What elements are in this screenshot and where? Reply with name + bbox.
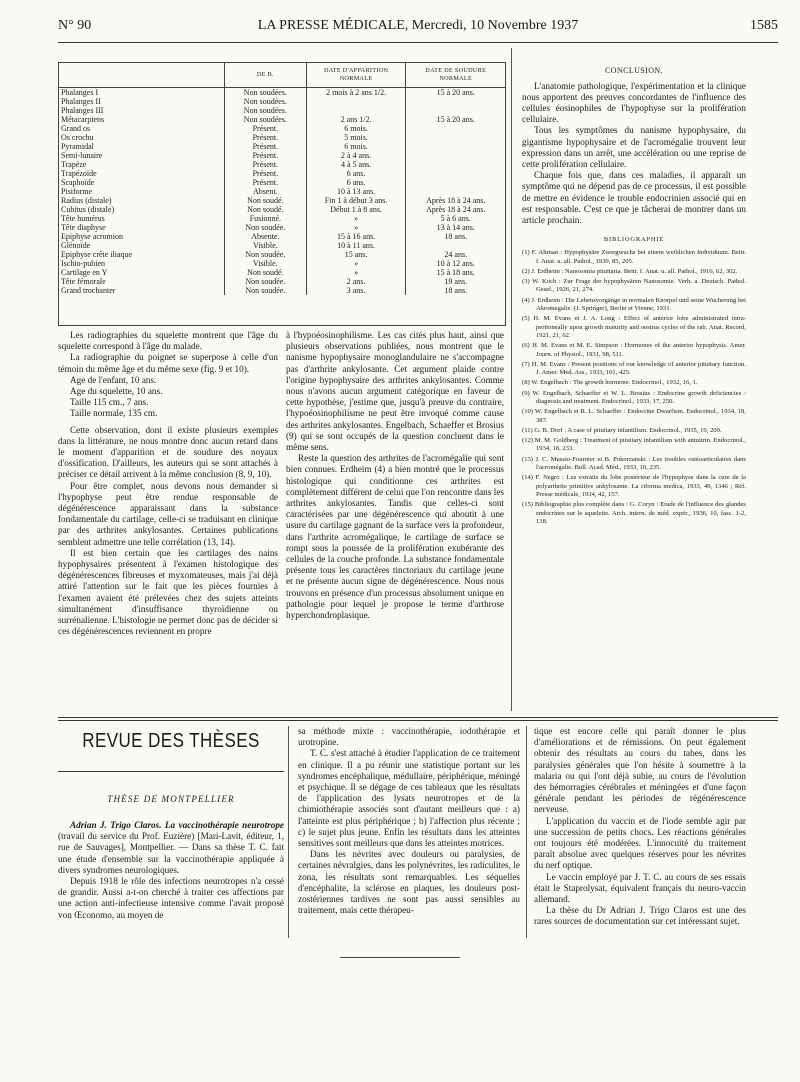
table-cell: Fusionné.	[225, 214, 307, 223]
table-cell: Visible.	[225, 241, 307, 250]
table-cell: Non soudée.	[225, 223, 307, 232]
table-cell	[406, 241, 505, 250]
table-cell: Trapèze	[61, 160, 87, 169]
bibliography-entry: (7) H. M. Evans : Present positions of our knowledge of anterior pituitary function. J. Amer. Med. Ass., 1933, 101, 425.	[522, 360, 746, 377]
bibliography-entry: (10) W. Engelbach et R. L. Schaeffer : Endocrine Dwarfism. Endocrinol., 1934, 18, 387.	[522, 408, 746, 424]
column-divider	[288, 726, 289, 938]
table-cell: 10 à 12 ans.	[406, 259, 505, 268]
paragraph: L'anatomie pathologique, l'expérimentation et la clinique nous apportent des preuves concordantes de l'influence des cellules éosinophiles de l'hypophyse sur la prolifération cellulaire.	[522, 80, 746, 125]
table-cell: Fin 1 à début 3 ans.	[306, 196, 406, 205]
table-cell	[406, 178, 505, 187]
table-cell: Semi-lunaire	[61, 151, 103, 160]
table-cell	[406, 187, 505, 196]
table-cell: 2 ans 1/2.	[306, 115, 406, 124]
facts-list	[58, 375, 278, 420]
table-cell: Non soudée.	[225, 277, 307, 286]
table-cell: 4 à 5 ans.	[306, 160, 406, 169]
ossification-table	[58, 62, 506, 326]
table-cell: Non soudé.	[225, 205, 307, 214]
paragraph: Depuis 1918 le rôle des infections neurotropes n'a cessé de grandir. Aussi a-t-on cherché à traiter ces affections par une action anti-infectieuse intensive comme l'avait proposé von Œconomo, au moyen de	[58, 876, 284, 920]
table-cell	[406, 133, 505, 142]
table-row	[59, 88, 505, 98]
column-divider	[526, 726, 527, 938]
fact-line: Taille normale, 135 cm.	[70, 408, 158, 419]
table-cell	[306, 97, 406, 106]
table-row	[59, 106, 505, 115]
bibliography-entry: (8) W. Engelbach : The growth hormone. Endocrinol., 1932, 16, 1.	[522, 379, 698, 387]
bibliography-entry: (4) J. Erdheim : Die Lebensvorgänge in normalen Knorpel und seine Wucherung bei Akromegalie. (J. Springer), Berlin et Vienne, 1931.	[522, 296, 746, 313]
bibliography-entry: (2) J. Erdheim : Nanosomia pituitaria. Beitr. f. Anat. u. all. Pathol., 1916, 62, 302.	[522, 267, 738, 275]
table-cell: Présent.	[225, 142, 307, 151]
table-cell: Présent.	[225, 169, 307, 178]
table-cell: 18 ans.	[406, 286, 505, 295]
end-rule	[340, 957, 460, 958]
bibliography-entry: (5) H. M. Evans et J. A. Long : Effect of anterior lobe administrated intra-peritoneally upon growth maturity and oestrus cycles of the rab. Anat. Record, 1921, 21, 62.	[522, 315, 746, 339]
table-cell: Phalanges I	[61, 88, 99, 97]
table-cell: 3 ans.	[306, 286, 406, 295]
table-cell: Présent.	[225, 133, 307, 142]
table-row	[59, 160, 505, 169]
fact-line: Age du squelette, 10 ans.	[70, 386, 163, 397]
table-cell: 5 à 6 ans.	[406, 214, 505, 223]
fact-line: Taille 115 cm., 7 ans.	[70, 397, 149, 408]
table-cell: 6 mois.	[306, 142, 406, 151]
paragraph: Cette observation, dont il existe plusieurs exemples dans la littérature, ne nous montre donc aucun retard dans le moment d'apparition et de soudure des noyaux d'ossification. D'ailleurs, les auteurs qui se sont attachés à préciser ce détail arrivent à la même conclusion (8, 9, 10).	[58, 424, 278, 480]
table-cell: Non soudées.	[225, 88, 307, 98]
section-rule	[58, 717, 778, 718]
paragraph: Dans les névrites avec douleurs ou paralysies, de certaines névralgies, dans les polynévrites, les radiculites, le zona, les résultats sont remarquables. Les séquelles d'encéphalite, la sclérose en plaques, les douleurs post-zostériennes tardives ne sont pas aussi sensibles au traitement, mais cette thérapeu-	[298, 849, 520, 916]
bibliography-list	[522, 249, 746, 526]
table-header-3: DATE DE SOUDURE NORMALE	[406, 63, 505, 88]
table-cell: »	[306, 223, 406, 232]
table-row	[59, 259, 505, 268]
table-cell: Non soudées.	[225, 97, 307, 106]
journal-title: LA PRESSE MÉDICALE, Mercredi, 10 Novembre 1937	[257, 18, 579, 33]
table-cell: Non soudées.	[225, 106, 307, 115]
table-cell	[406, 106, 505, 115]
table-cell: Présent.	[225, 160, 307, 169]
table-cell: Non soudé.	[225, 196, 307, 205]
column-divider	[511, 48, 512, 711]
theses-subtitle: THÈSE DE MONTPELLIER	[107, 794, 235, 804]
table-cell: Non soudé.	[225, 268, 307, 277]
table-cell: Tête diaphyse	[61, 223, 106, 232]
bibliography-entry: (12) M. M. Goldberg : Treatment of pituitary infantilism with antuitrin. Endocrinol., 1934, 18, 233.	[522, 437, 746, 453]
table-cell	[406, 97, 505, 106]
paragraph: La thèse du Dr Adrian J. Trigo Claros est une des rares sources de documentation sur cet intéressant sujet.	[534, 905, 746, 927]
theses-middle-column	[298, 726, 520, 916]
table-cell: Visible.	[225, 259, 307, 268]
section-title: REVUE DES THÈSES	[82, 730, 260, 752]
theses-left-column	[58, 726, 284, 921]
table-header-1: DE B.	[225, 63, 307, 88]
table-row	[59, 169, 505, 178]
section-rule-double	[58, 720, 778, 721]
table-cell: Absente.	[225, 232, 307, 241]
table-cell: »	[306, 259, 406, 268]
table-row	[59, 115, 505, 124]
theses-right-column	[534, 726, 746, 928]
paragraph: L'application du vaccin et de l'iode semble agir par une succession de petits chocs. Les réactions générales ont toujours été modérées. L'innocuité du traitement paraît absolue avec quelques réserves pour les névrites du nerf optique.	[534, 815, 746, 871]
table-cell: Phalanges III	[61, 106, 104, 115]
paragraph: Le vaccin employé par J. T. C. au cours de ses essais était le Staprolysat, équivalent français du neuro-vaccin allemand.	[534, 871, 746, 905]
table-cell: Absent.	[225, 187, 307, 196]
paragraph: Pour être complet, nous devons nous demander si l'hypophyse peut être rendue responsable de dégénérescence apparaissant dans la substance fondamentale du cartilage, celle-ci se traduisant en clinique par des arthrites ankylosantes. Certaines publications semblent admettre une telle corrélation (13, 14).	[58, 480, 278, 547]
table-cell: 10 à 11 ans.	[306, 241, 406, 250]
bibliography-entry: (14) F. Negro : Les extraits du lobe postérieur de l'hypophyse dans la cure de la polyarthrite primitive ankylosante. La riforma medica, 1933, 49, 1346 ; Réf. Presse médicale, 1934, 42, 157.	[522, 474, 746, 498]
paragraph: Tous les symptômes du nanisme hypophysaire, du gigantisme hypophysaire et de l'acromégalie trouvent leur expression dans un arrêt, une accélération ou une reprise de cette prolifération cellulaire.	[522, 125, 746, 170]
thesis-author: Adrian J. Trigo Claros. La vaccinothérapie neurotrope	[70, 820, 284, 830]
table-cell	[406, 124, 505, 133]
bibliography-entry: (9) W. Engelbach, Schaeffer et W. L. Brosius : Endocrine growth deficiencies : diagnosis and treatment. Endocrinol., 1933, 17, 250.	[522, 389, 746, 405]
paragraph: Il est bien certain que les cartilages des nains hypophysaires présentent à l'examen histologique des dégénérescences fibreuses et myxomateuses, mais j'ai déjà attiré l'attention sur le fait que les pièces fournies à l'examen avaient été prélevées chez des sujets atteints simultanément d'insuffisance thyroïdienne ou surrénalienne. L'histologie ne permet donc pas de décider si ces dégénérescences reviennent en propre	[58, 547, 278, 637]
bibliography-entry: (6) H. M. Evans et M. E. Simpson : Hormones of the anterior hypophysis. Amer. Journ. of Physiol., 1931, 98, 511.	[522, 342, 746, 358]
table-cell: Trapézoïde	[61, 169, 97, 178]
bibliography-entry: (3) W. Koch : Zur Frage der hypophysären Nanosomie. Verh. a. Deutsch. Pathol. Gesel., 1926, 21, 274.	[522, 278, 746, 294]
page-number: 1585	[750, 18, 778, 33]
table-cell: Métacarpiens	[61, 115, 105, 124]
table-cell: Tête humérus	[61, 214, 105, 223]
thesis-intro-rest: (travail du service du Prof. Euzière) [Mari-Lavit, éditeur, 1, rue de Sauvages], Montpellier. — Dans sa thèse T. C. fait une étude d'ensemble sur la vaccinothérapie appliquée à divers syndromes neurologiques.	[58, 831, 284, 875]
right-column	[522, 66, 746, 528]
table-cell: 15 à 20 ans.	[406, 115, 505, 124]
paragraph: La radiographie du poignet se superpose à celle d'un témoin du même âge et du même sexe (fig. 9 et 10).	[58, 352, 278, 374]
table-cell: 15 à 18 ans.	[406, 268, 505, 277]
table-row	[59, 250, 505, 259]
table-cell: Après 18 à 24 ans.	[406, 205, 505, 214]
table-cell: 24 ans.	[406, 250, 505, 259]
paragraph: à l'hypoéosinophilisme. Les cas cités plus haut, ainsi que plusieurs observations publiées, nous montrent que le nanisme hypophysaire monoglandulaire ne s'accompagne pas d'arthrite ankylosante. Cet argument plaide contre l'origine hypophysaire des arthrites ankylosantes. Comme nous n'avons aucun argument catégorique en faveur de cette hypothèse, j'estime que, jusqu'à preuve du contraire, l'hypoéosinophilisme ne peut être invoqué comme cause des arthrites ankylosantes. Engelbach, Schaeffer et Brosius (9) qui se sont occupés de la question concluent dans le même sens.	[286, 330, 504, 453]
table-cell: Scaphoïde	[61, 178, 95, 187]
bibliography-entry: (13) J. C. Mussio-Fournier et B. Pokorzanski : Les troubles ostéoarticulaires dans l'acromégalie. Bull. Acad. Méd., 1933, 10, 235.	[522, 455, 746, 472]
table-cell: 15 à 16 ans.	[306, 232, 406, 241]
table-cell: Pisiforme	[61, 187, 93, 196]
left-column	[58, 330, 278, 637]
table-header-2: DATE D'APPARITION NORMALE	[306, 63, 406, 88]
bibliography-entry: (15) Bibliographie plus complète dans : G. Coryn : Etude de l'influence des glandes endocrines sur le squelette. Arch. intern. de méd. expér., 1936, 10, fasc. 1-2, 138.	[522, 501, 746, 525]
issue-number: N° 90	[58, 18, 92, 33]
table-row	[59, 214, 505, 223]
table-cell: Epiphyse acromion	[61, 232, 123, 241]
table-cell: Cartilage en Y	[61, 268, 108, 277]
bibliography-heading: BIBLIOGRAPHIE	[603, 236, 665, 244]
table-cell	[406, 142, 505, 151]
paragraph: sa méthode mixte : vaccinothérapie, iodothérapie et urotropine.	[298, 726, 520, 748]
table-cell: 15 ans.	[306, 250, 406, 259]
table-cell: »	[306, 268, 406, 277]
table-cell: 2 mois à 2 ans 1/2.	[306, 88, 406, 98]
table-row	[59, 124, 505, 133]
table-row	[59, 205, 505, 214]
table-cell: 2 à 4 ans.	[306, 151, 406, 160]
table-cell: Présent.	[225, 151, 307, 160]
table-cell: 5 mois.	[306, 133, 406, 142]
table-cell: Grand os	[61, 124, 91, 133]
table-cell: Pyramidal	[61, 142, 94, 151]
table-row	[59, 223, 505, 232]
table-cell	[406, 160, 505, 169]
table-cell: Glénoïde	[61, 241, 91, 250]
table-cell: Non soudée.	[225, 286, 307, 295]
conclusion-heading: CONCLUSION.	[605, 66, 663, 75]
table-row	[59, 268, 505, 277]
table-cell: 10 à 13 ans.	[306, 187, 406, 196]
table-cell: Non soudées.	[225, 115, 307, 124]
table-cell: Début 1 à 8 ans.	[306, 205, 406, 214]
table-cell	[406, 151, 505, 160]
paragraph: T. C. s'est attaché à étudier l'application de ce traitement en clinique. Il a pu réunir une statistique portant sur les syndromes encéphalique, médullaire, périphérique, méningé et psychique. Il se dégage de ces tableaux que les résultats de l'application des lysats neurotropes et de la chimiothérapie associés sont d'autant meilleurs que : a) l'atteinte est plus périphérique ; b) l'affection plus récente ; c) le sujet plus jeune. Enfin les résultats dans les atteintes sensitives sont meilleurs que dans les atteintes motrices.	[298, 748, 520, 849]
table-cell: Os crochu	[61, 133, 94, 142]
table-row	[59, 178, 505, 187]
bibliography-entry: (11) G. B. Dorf : A case of pituitary infantilism. Endocrinol., 1935, 19, 209.	[522, 426, 722, 434]
table-row	[59, 286, 505, 295]
table-cell: 6 mois.	[306, 124, 406, 133]
table-row	[59, 133, 505, 142]
table-cell	[406, 169, 505, 178]
table-row	[59, 232, 505, 241]
table-cell: 2 ans.	[306, 277, 406, 286]
table-cell: Ischio-pubien	[61, 259, 105, 268]
table-cell: Non soudée.	[225, 250, 307, 259]
table-row	[59, 196, 505, 205]
bibliography-entry: (1) F. Altman : Hypophysäre Zwergwuchs bei einem weiblichen Individuum. Beitr. f. Anat. u. all. Pathol., 1930, 85, 205.	[522, 249, 746, 265]
paragraph: tique est encore celle qui paraît donner le plus d'améliorations et de rémissions. On peut également obtenir des résultats au cours du tabes, dans les paralysies générales que l'on hésite à soumettre à la malaria ou qui l'ont déjà subie, au cours de l'évolution des hémorragies cérébrales et méningées et d'une façon générale pendant les périodes de régénérescence nerveuse.	[534, 726, 746, 815]
paragraph: Chaque fois que, dans ces maladies, il apparaît un symptôme qui ne dépend pas de ce processus, il est possible de mettre en évidence le trouble endocrinien associé qui en est responsable. C'est ce que je tâcherai de montrer dans un article prochain.	[522, 170, 746, 226]
table-cell: 6 ans.	[306, 169, 406, 178]
table-cell: 18 ans.	[406, 232, 505, 241]
fact-line: Age de l'enfant, 10 ans.	[70, 374, 157, 385]
table-cell: Epiphyse crête iliaque	[61, 250, 133, 259]
thesis-intro	[58, 820, 284, 876]
table-row	[59, 187, 505, 196]
table-row	[59, 97, 505, 106]
table-cell: Présent.	[225, 178, 307, 187]
header-rule	[58, 42, 778, 43]
table-cell: »	[306, 214, 406, 223]
table-cell	[306, 106, 406, 115]
table-row	[59, 277, 505, 286]
table-cell: 19 ans.	[406, 277, 505, 286]
table-cell: Après 18 à 24 ans.	[406, 196, 505, 205]
table-row	[59, 241, 505, 250]
table-cell: 6 ans.	[306, 178, 406, 187]
table-cell: 15 à 20 ans.	[406, 88, 505, 98]
table-row	[59, 142, 505, 151]
table-header-0	[59, 63, 225, 88]
table-cell: Phalanges II	[61, 97, 101, 106]
table-cell: Tête fémorale	[61, 277, 106, 286]
table-cell: Grand trochanter	[61, 286, 116, 295]
table-cell: Radius (distale)	[61, 196, 112, 205]
paragraph: Reste la question des arthrites de l'acromégalie qui sont bien connues. Erdheim (4) a bien montré que le processus histologique qui conditionne ces arthrites est complètement différent de celui que l'on rencontre dans les arthrites ankylosantes. Tandis que celles-ci sont caractérisées par une dégénérescence qui aboutit à une usure du cartilage gagnant de la surface vers la profondeur, dans l'arthrite acromégalique, le cartilage de surface se rompt sous la poussée de la prolifération exubérante des cellules de la couche profonde. La substance fondamentale présente tous les caractères tinctoriaux du cartilage jeune et ne présente aucun signe de dégénérescence. Nous nous trouvons en présence d'un processus absolument unique en pathologie pour lequel je propose le terme d'arthrose hyperchondroplasique.	[286, 453, 504, 621]
title-rule	[58, 771, 284, 772]
table-cell: 13 à 14 ans.	[406, 223, 505, 232]
table-cell: Présent.	[225, 124, 307, 133]
table-cell: Cubitus (distale)	[61, 205, 115, 214]
middle-column	[286, 330, 504, 621]
paragraph: Les radiographies du squelette montrent que l'âge du squelette correspond à l'âge du malade.	[58, 330, 278, 352]
table-row	[59, 151, 505, 160]
